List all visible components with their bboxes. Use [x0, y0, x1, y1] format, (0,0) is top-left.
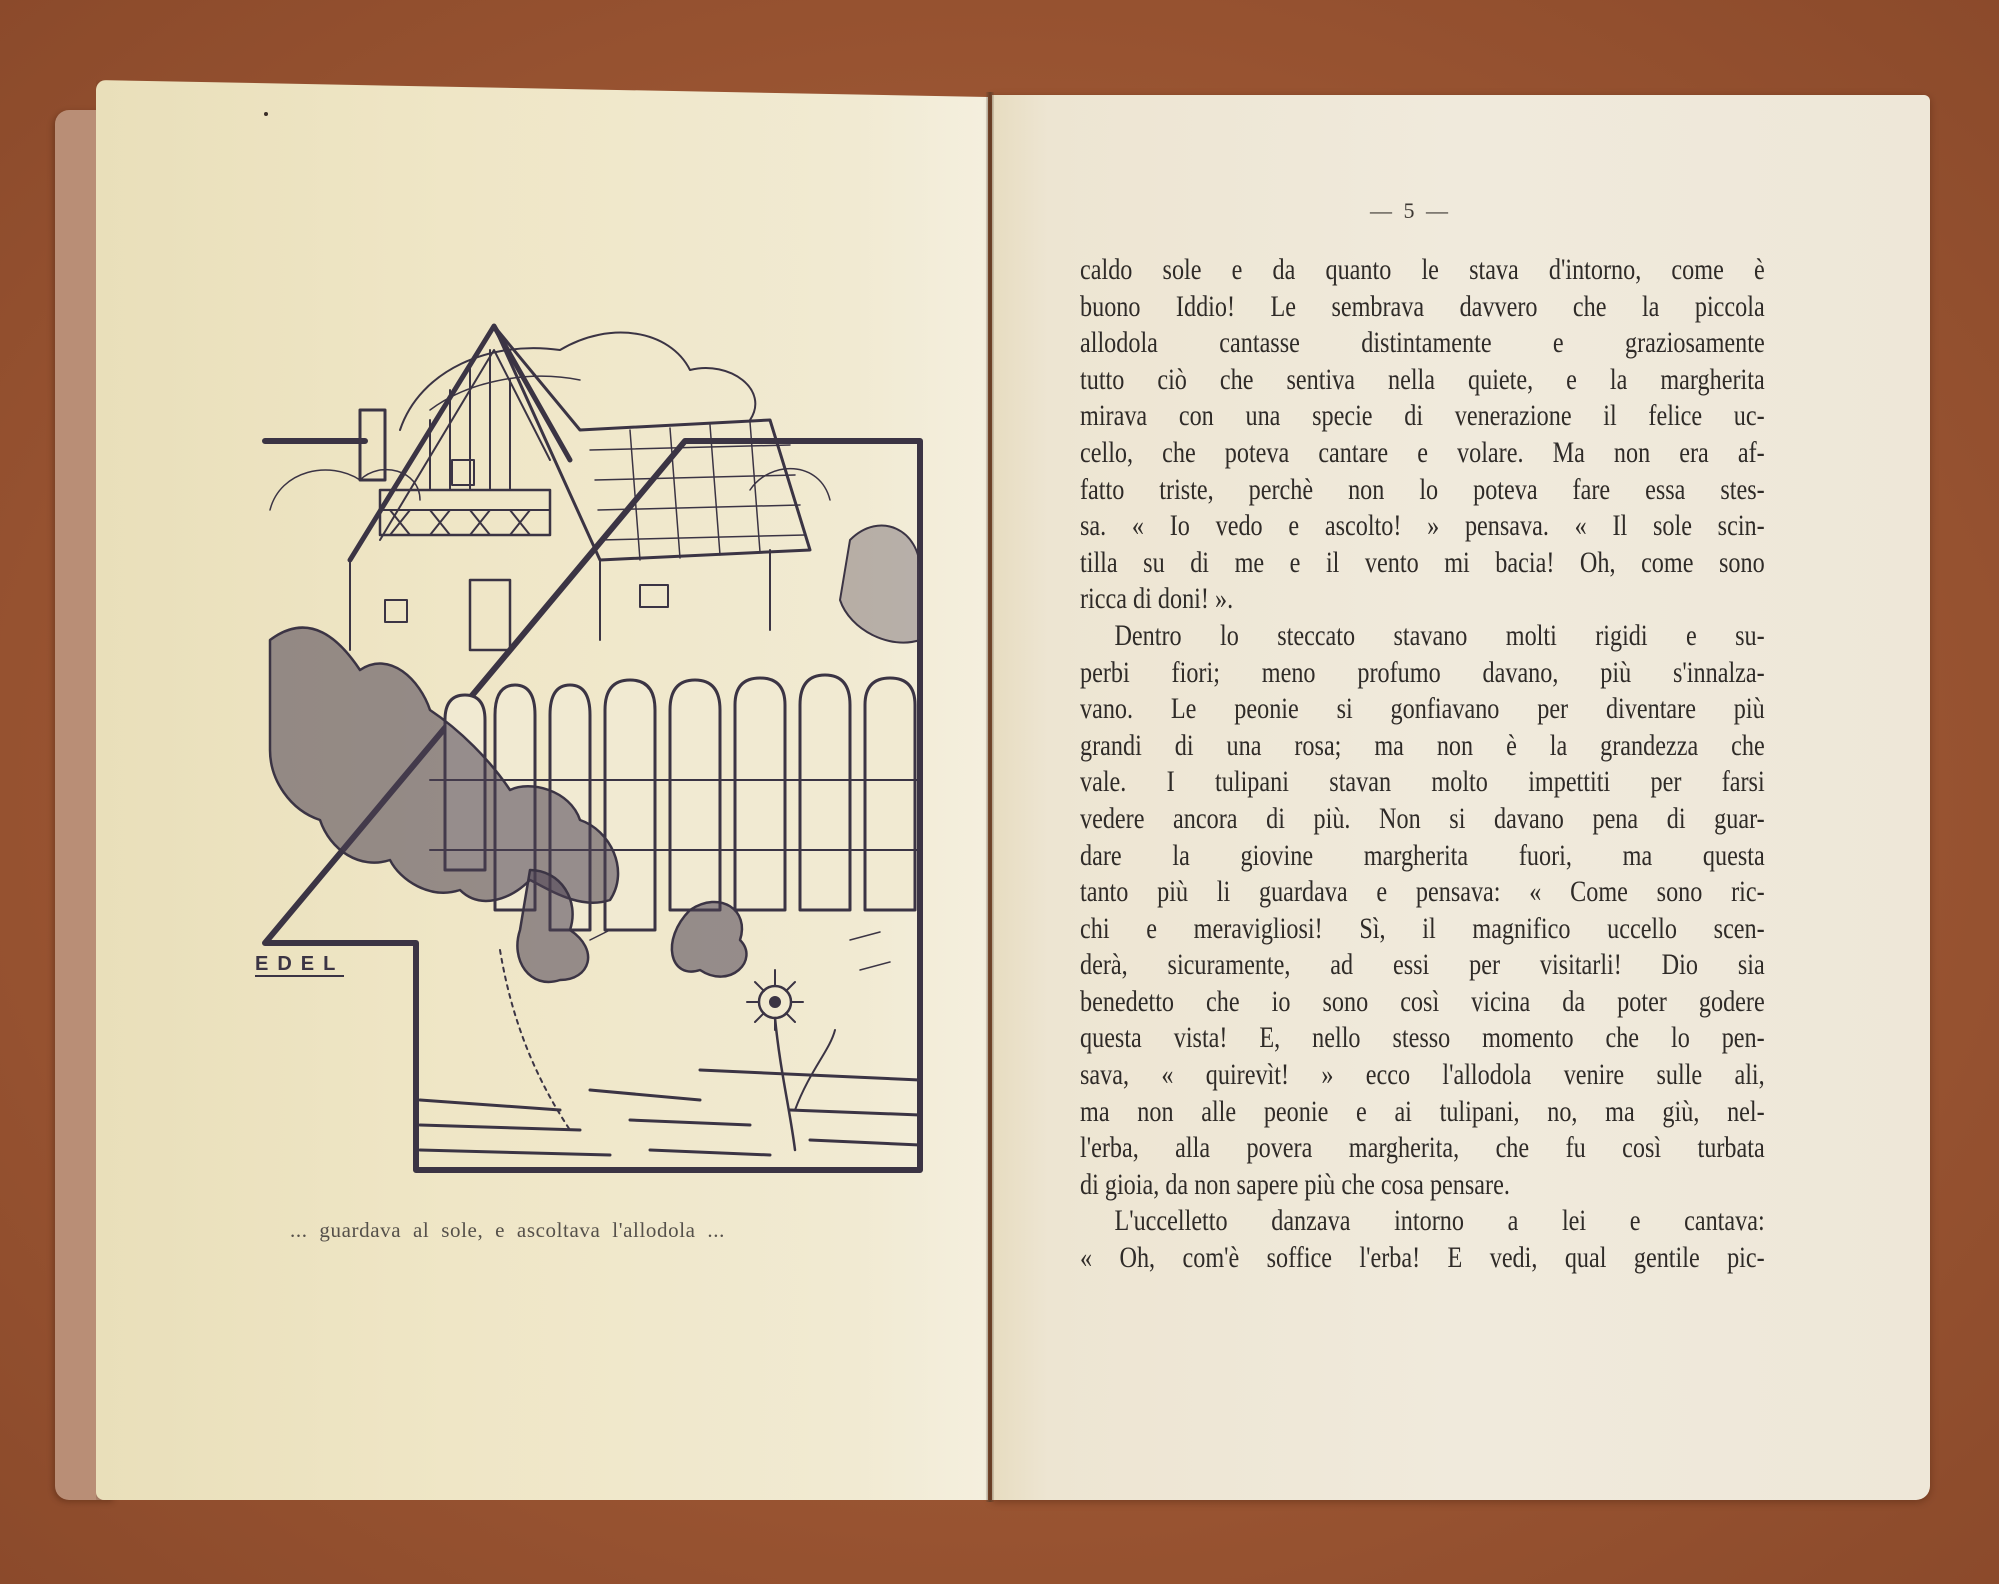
text-line: sava, « quirevìt! » ecco l'allodola venire sulle ali,: [1080, 1059, 1765, 1092]
text-line: l'erba, alla povera margherita, che fu così turbata: [1080, 1132, 1765, 1165]
text-line: di gioia, da non sapere più che cosa pensare.: [1080, 1168, 1510, 1201]
text-line: tanto più li guardava e pensava: « Come sono ric-: [1080, 876, 1765, 909]
text-lines: [1080, 252, 1765, 1277]
text-line: caldo sole e da quanto le stava d'intorno, come è: [1080, 254, 1765, 286]
text-line: sa. « Io vedo e ascolto! » pensava. « Il sole scin-: [1080, 510, 1765, 543]
text-line: dare la giovine margherita fuori, ma questa: [1080, 839, 1765, 872]
text-line: mirava con una specie di venerazione il felice uc-: [1080, 400, 1765, 433]
text-line: chi e meravigliosi! Sì, il magnifico uccello scen-: [1080, 912, 1765, 945]
text-line: grandi di una rosa; ma non è la grandezza che: [1080, 729, 1765, 762]
text-line: benedetto che io sono così vicina da poter godere: [1080, 985, 1765, 1018]
text-line: perbi fiori; meno profumo davano, più s'innalza-: [1080, 656, 1765, 689]
book-gutter: [986, 92, 994, 1502]
text-line: ricca di doni! ».: [1080, 583, 1234, 616]
text-line: L'uccelletto danzava intorno a lei e cantava:: [1114, 1205, 1765, 1238]
text-line: tilla su di me e il vento mi bacia! Oh, come sono: [1080, 546, 1765, 579]
text-line: tutto ciò che sentiva nella quiete, e la margherita: [1080, 363, 1765, 396]
page-number: — 5 —: [1370, 198, 1451, 223]
text-line: cello, che poteva cantare e volare. Ma non era af-: [1080, 436, 1765, 469]
paper-speck: [264, 112, 268, 116]
text-line: Dentro lo steccato stavano molti rigidi e su-: [1114, 619, 1765, 652]
text-line: allodola cantasse distintamente e graziosamente: [1080, 327, 1765, 360]
text-line: derà, sicuramente, ad essi per visitarli! Dio sia: [1080, 949, 1765, 982]
text-line: ma non alle peonie e ai tulipani, no, ma giù, nel-: [1080, 1095, 1765, 1128]
text-line: fatto triste, perchè non lo poteva fare essa stes-: [1080, 473, 1765, 506]
text-line: « Oh, com'è soffice l'erba! E vedi, qual gentile pic-: [1080, 1242, 1765, 1275]
text-line: vedere ancora di più. Non si davano pena di guar-: [1080, 802, 1765, 835]
text-line: questa vista! E, nello stesso momento che lo pen-: [1080, 1022, 1765, 1055]
cottage-drawing-icon: [230, 310, 930, 1190]
text-line: vano. Le peonie si gonfiavano per diventare più: [1080, 693, 1765, 726]
text-line: buono Iddio! Le sembrava davvero che la piccola: [1080, 290, 1765, 323]
illustration-caption: ... guardava al sole, e ascoltava l'allodola ...: [290, 1218, 725, 1242]
text-line: vale. I tulipani stavan molto impettiti per farsi: [1080, 766, 1765, 799]
illustrator-signature: EDEL: [255, 953, 345, 975]
cottage-illustration: [230, 310, 930, 1190]
body-text: [1080, 252, 1765, 1277]
